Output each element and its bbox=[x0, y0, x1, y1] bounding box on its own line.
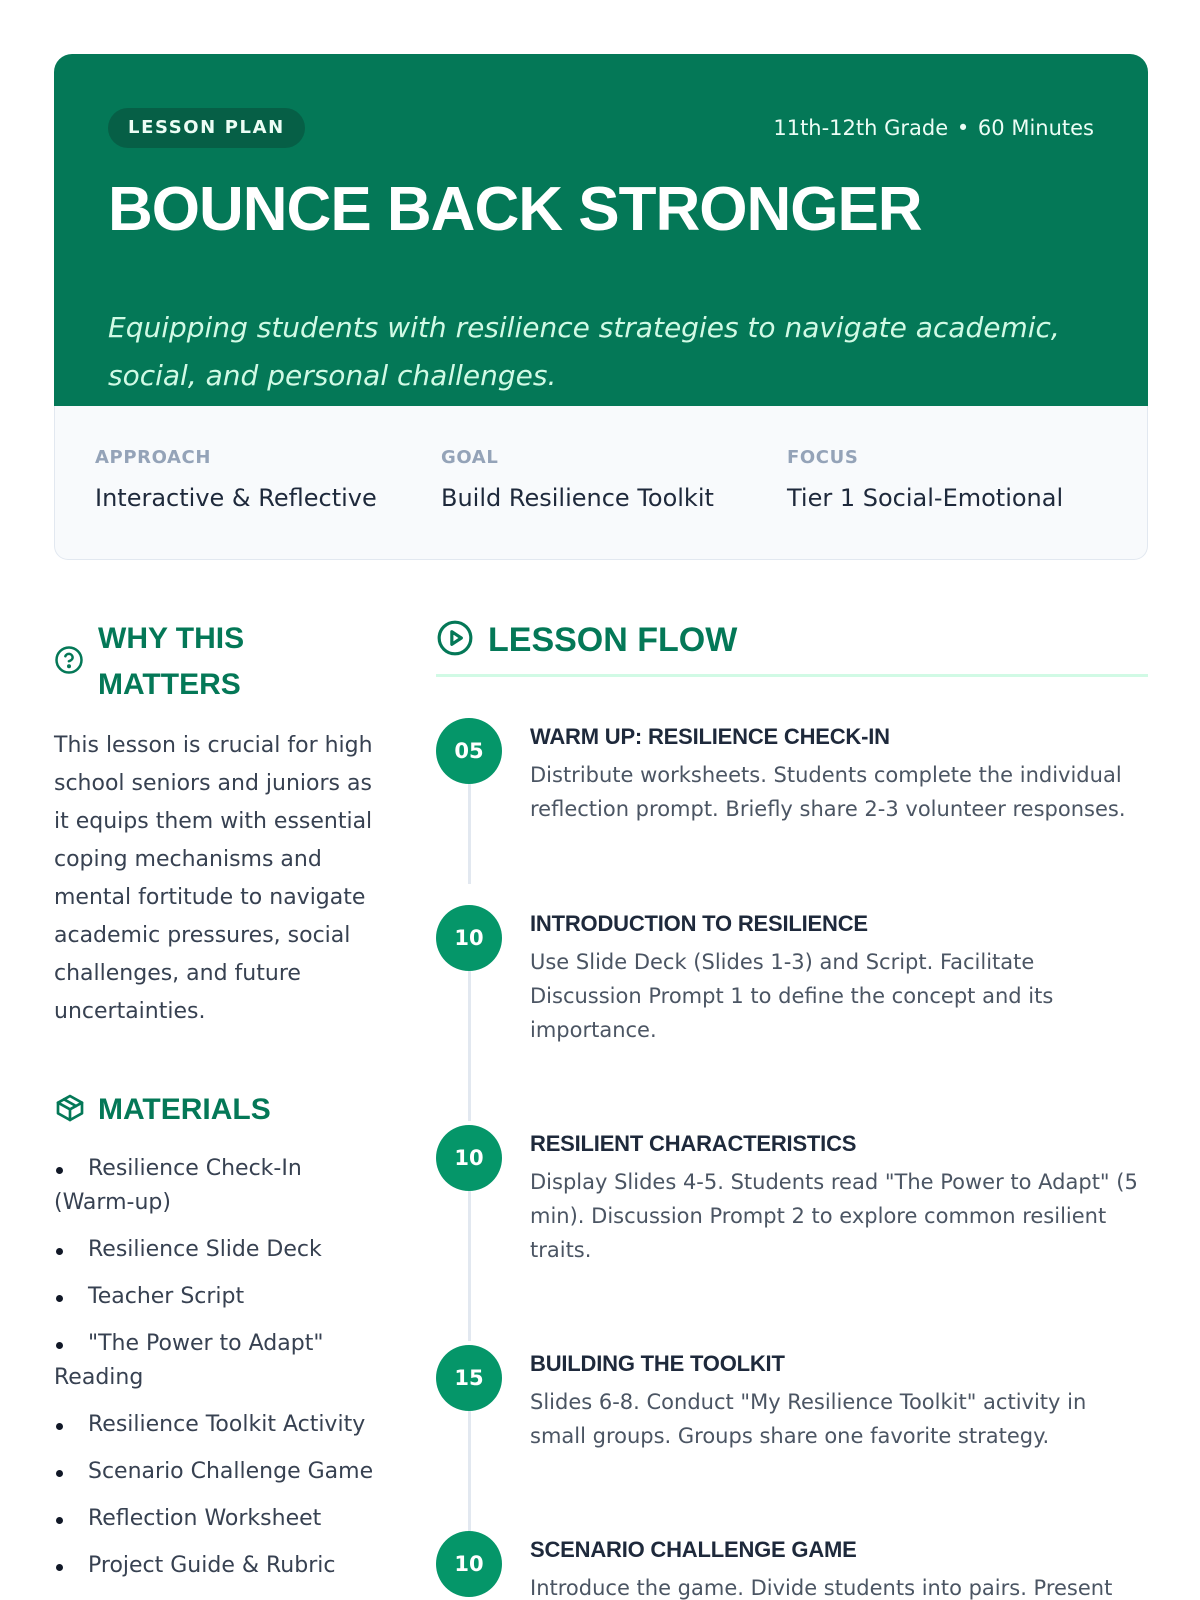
timeline-connector bbox=[468, 1411, 471, 1531]
list-item: Scenario Challenge Game bbox=[54, 1455, 384, 1489]
list-item: Reflection Worksheet bbox=[54, 1502, 384, 1536]
lesson-flow-divider bbox=[436, 674, 1148, 677]
list-item: Teacher Script bbox=[54, 1280, 384, 1314]
info-value: Tier 1 Social-Emotional bbox=[787, 484, 1064, 512]
timeline-connector bbox=[468, 971, 471, 1121]
meta-separator: • bbox=[956, 116, 970, 140]
lesson-flow-heading-text: LESSON FLOW bbox=[488, 621, 738, 659]
step-minutes-badge: 15 bbox=[436, 1345, 502, 1411]
why-heading-text: WHY THIS MATTERS bbox=[98, 622, 245, 701]
grade-duration bbox=[773, 112, 1094, 144]
why-body: This lesson is crucial for high school seniors and juniors as it equips them with essential coping mechanisms and mental fortitude to navigate academic pressures, social challenges, and future uncertainties. bbox=[54, 733, 373, 1024]
hero-banner bbox=[54, 54, 1148, 406]
materials-heading bbox=[54, 1090, 271, 1130]
step-title: WARM UP: RESILIENCE CHECK-IN bbox=[530, 724, 890, 749]
grade-text: 11th-12th Grade bbox=[773, 116, 949, 140]
list-item: Resilience Toolkit Activity bbox=[54, 1408, 384, 1442]
step-minutes-badge: 10 bbox=[436, 1125, 502, 1191]
list-item: "The Power to Adapt" Reading bbox=[54, 1327, 384, 1395]
duration-text: 60 Minutes bbox=[977, 116, 1094, 140]
info-label: APPROACH bbox=[95, 447, 211, 468]
materials-list bbox=[54, 1152, 384, 1596]
step-minutes-badge: 10 bbox=[436, 1531, 502, 1597]
step-title: SCENARIO CHALLENGE GAME bbox=[530, 1537, 857, 1562]
materials-heading-text: MATERIALS bbox=[98, 1093, 271, 1126]
question-circle-icon bbox=[54, 645, 84, 680]
info-goal bbox=[441, 446, 714, 514]
step-title: INTRODUCTION TO RESILIENCE bbox=[530, 911, 868, 936]
info-label: FOCUS bbox=[787, 447, 859, 468]
page-title: BOUNCE BACK STRONGER bbox=[108, 175, 922, 244]
timeline-connector bbox=[468, 1191, 471, 1341]
lesson-plan-badge: LESSON PLAN bbox=[108, 108, 305, 148]
info-approach bbox=[95, 446, 377, 514]
step-minutes-badge: 05 bbox=[436, 718, 502, 784]
step-title: BUILDING THE TOOLKIT bbox=[530, 1351, 785, 1376]
step-title: RESILIENT CHARACTERISTICS bbox=[530, 1131, 857, 1156]
step-minutes-badge: 10 bbox=[436, 905, 502, 971]
info-bar bbox=[54, 406, 1148, 560]
info-label: GOAL bbox=[441, 447, 499, 468]
info-focus bbox=[787, 446, 1063, 514]
list-item: Project Guide & Rubric bbox=[54, 1549, 384, 1583]
list-item: Resilience Check-In (Warm-up) bbox=[54, 1152, 384, 1220]
step-description: Use Slide Deck (Slides 1-3) and Script. Facilitate Discussion Prompt 1 to define the concept and its importance. bbox=[530, 950, 1054, 1042]
info-value: Interactive & Reflective bbox=[95, 484, 377, 512]
play-circle-icon bbox=[436, 619, 474, 662]
page-subtitle: Equipping students with resilience strategies to navigate academic, social, and personal challenges. bbox=[108, 311, 1060, 392]
step-description: Distribute worksheets. Students complete the individual reflection prompt. Briefly share 2-3 volunteer responses. bbox=[530, 763, 1126, 821]
lesson-flow-heading bbox=[436, 618, 737, 662]
info-value: Build Resilience Toolkit bbox=[441, 484, 714, 512]
step-description: Slides 6-8. Conduct "My Resilience Toolkit" activity in small groups. Groups share one favorite strategy. bbox=[530, 1390, 1087, 1448]
step-description: Display Slides 4-5. Students read "The Power to Adapt" (5 min). Discussion Prompt 2 to explore common resilient traits. bbox=[530, 1170, 1138, 1262]
list-item: Resilience Slide Deck bbox=[54, 1233, 384, 1267]
step-description: Introduce the game. Divide students into pairs. Present bbox=[530, 1576, 1113, 1600]
why-heading bbox=[54, 616, 374, 708]
timeline-connector bbox=[468, 784, 471, 884]
box-icon bbox=[54, 1092, 86, 1129]
